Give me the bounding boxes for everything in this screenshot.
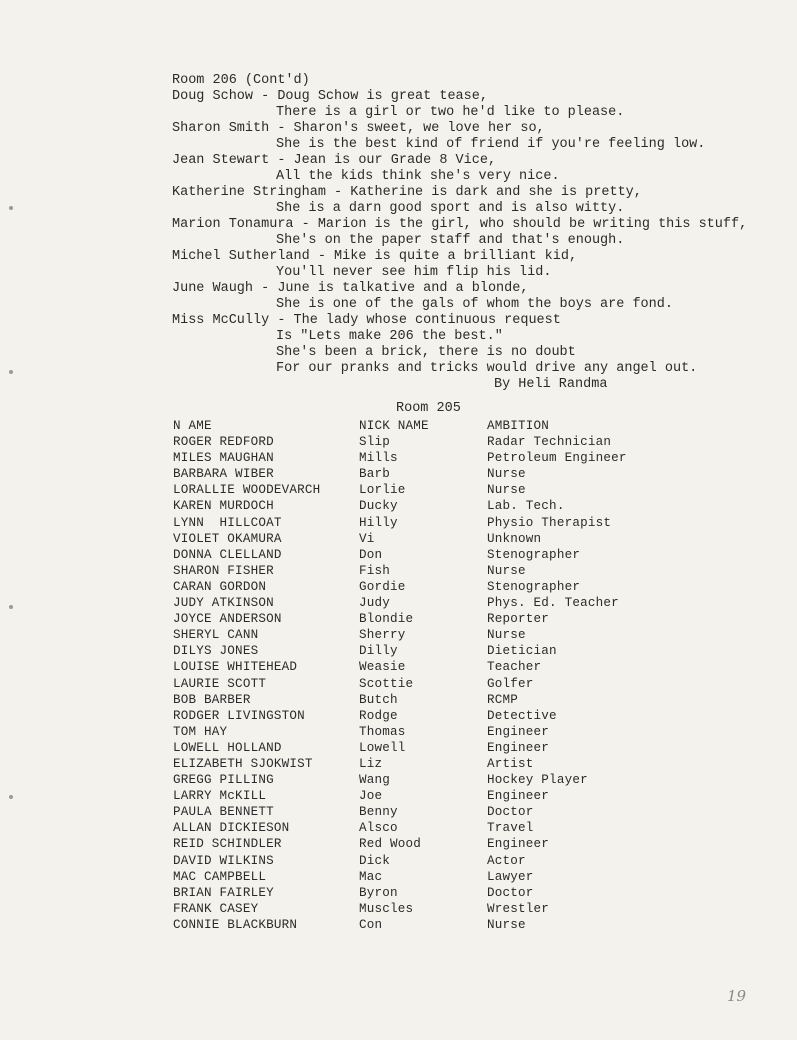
name-cell: LORALLIE WOODEVARCH xyxy=(173,483,321,498)
poem-line: She is one of the gals of whom the boys are fond. xyxy=(276,297,673,312)
name-cell: RODGER LIVINGSTON xyxy=(173,708,305,723)
table-row xyxy=(173,676,733,692)
poem-line: Is "Lets make 206 the best." xyxy=(276,329,503,344)
ambition-cell: Stenographer xyxy=(487,579,581,594)
ambition-cell: Wrestler xyxy=(487,901,550,916)
nickname-cell: Rodge xyxy=(359,708,398,723)
poem-line: She is a darn good sport and is also witty. xyxy=(276,201,625,216)
nickname-cell: Thomas xyxy=(359,724,406,739)
name-cell: DONNA CLELLAND xyxy=(173,547,282,562)
name-cell: LOUISE WHITEHEAD xyxy=(173,660,298,675)
nickname-cell: Fish xyxy=(359,563,391,578)
table-row xyxy=(173,482,733,498)
nickname-cell: Benny xyxy=(359,805,398,820)
poem-line: Doug Schow - Doug Schow is great tease, xyxy=(172,89,488,104)
table-row xyxy=(173,450,733,466)
name-cell: REID SCHINDLER xyxy=(173,837,282,852)
room206-poem xyxy=(172,89,772,393)
name-cell: MILES MAUGHAN xyxy=(173,451,274,466)
poem-line: Marion Tonamura - Marion is the girl, who should be writing this stuff, xyxy=(172,217,748,232)
ambition-cell: Engineer xyxy=(487,724,550,739)
ambition-cell: Stenographer xyxy=(487,547,581,562)
nickname-cell: Vi xyxy=(359,531,375,546)
ambition-cell: Travel xyxy=(487,821,534,836)
name-cell: ELIZABETH SJOKWIST xyxy=(173,756,313,771)
room206-heading: Room 206 (Cont'd) xyxy=(172,73,310,88)
nickname-cell: NICK NAME xyxy=(359,419,429,433)
nickname-cell: Byron xyxy=(359,885,398,900)
nickname-cell: Barb xyxy=(359,467,391,482)
ambition-cell: Doctor xyxy=(487,885,534,900)
nickname-cell: Lorlie xyxy=(359,483,406,498)
table-row xyxy=(173,627,733,643)
table-row xyxy=(173,901,733,917)
name-cell: CONNIE BLACKBURN xyxy=(173,917,298,932)
nickname-cell: Mills xyxy=(359,451,398,466)
table-row xyxy=(173,466,733,482)
ambition-cell: Physio Therapist xyxy=(487,515,612,530)
name-cell: LOWELL HOLLAND xyxy=(173,740,282,755)
name-cell: DILYS JONES xyxy=(173,644,259,659)
ambition-cell: Detective xyxy=(487,708,557,723)
nickname-cell: Don xyxy=(359,547,383,562)
ambition-cell: Engineer xyxy=(487,740,550,755)
table-row xyxy=(173,547,733,563)
nickname-cell: Red Wood xyxy=(359,837,422,852)
table-row xyxy=(173,531,733,547)
name-cell: BOB BARBER xyxy=(173,692,251,707)
poem-line: She is the best kind of friend if you're feeling low. xyxy=(276,137,706,152)
table-row xyxy=(173,515,733,531)
name-cell: ALLAN DICKIESON xyxy=(173,821,290,836)
table-row xyxy=(173,595,733,611)
ambition-cell: Engineer xyxy=(487,837,550,852)
poem-line: June Waugh - June is talkative and a blonde, xyxy=(172,281,529,296)
nickname-cell: Liz xyxy=(359,756,383,771)
ambition-cell: Phys. Ed. Teacher xyxy=(487,596,619,611)
table-row xyxy=(173,692,733,708)
nickname-cell: Ducky xyxy=(359,499,398,514)
ambition-cell: Radar Technician xyxy=(487,435,612,450)
table-row xyxy=(173,836,733,852)
nickname-cell: Butch xyxy=(359,692,398,707)
ambition-cell: Nurse xyxy=(487,467,526,482)
punch-mark xyxy=(9,206,13,210)
name-cell: CARAN GORDON xyxy=(173,579,267,594)
name-cell: PAULA BENNETT xyxy=(173,805,274,820)
name-cell: LARRY McKILL xyxy=(173,789,267,804)
ambition-cell: Hockey Player xyxy=(487,773,588,788)
ambition-cell: Artist xyxy=(487,756,534,771)
nickname-cell: Muscles xyxy=(359,901,414,916)
poem-line: She's been a brick, there is no doubt xyxy=(276,345,576,360)
table-row xyxy=(173,724,733,740)
table-row xyxy=(173,820,733,836)
name-cell: GREGG PILLING xyxy=(173,773,274,788)
ambition-cell: Nurse xyxy=(487,483,526,498)
nickname-cell: Dilly xyxy=(359,644,398,659)
table-row xyxy=(173,498,733,514)
name-cell: LAURIE SCOTT xyxy=(173,676,267,691)
ambition-cell: Nurse xyxy=(487,563,526,578)
ambition-cell: Lab. Tech. xyxy=(487,499,565,514)
table-row xyxy=(173,563,733,579)
name-cell: TOM HAY xyxy=(173,724,228,739)
table-row xyxy=(173,772,733,788)
poem-line: Sharon Smith - Sharon's sweet, we love her so, xyxy=(172,121,545,136)
nickname-cell: Scottie xyxy=(359,676,414,691)
name-cell: FRANK CASEY xyxy=(173,901,259,916)
table-row xyxy=(173,611,733,627)
ambition-cell: Actor xyxy=(487,853,526,868)
nickname-cell: Blondie xyxy=(359,612,414,627)
name-cell: N AME xyxy=(173,419,212,433)
poem-line: Katherine Stringham - Katherine is dark and she is pretty, xyxy=(172,185,642,200)
ambition-cell: Engineer xyxy=(487,789,550,804)
name-cell: SHARON FISHER xyxy=(173,563,274,578)
punch-mark xyxy=(9,795,13,799)
table-row xyxy=(173,869,733,885)
ambition-cell: Doctor xyxy=(487,805,534,820)
poem-line: Michel Sutherland - Mike is quite a brilliant kid, xyxy=(172,249,578,264)
nickname-cell: Joe xyxy=(359,789,383,804)
nickname-cell: Con xyxy=(359,917,383,932)
punch-mark xyxy=(9,605,13,609)
nickname-cell: Slip xyxy=(359,435,391,450)
name-cell: ROGER REDFORD xyxy=(173,435,274,450)
name-cell: BRIAN FAIRLEY xyxy=(173,885,274,900)
table-row xyxy=(173,788,733,804)
ambition-cell: Golfer xyxy=(487,676,534,691)
ambition-cell: Nurse xyxy=(487,628,526,643)
poem-line: There is a girl or two he'd like to please. xyxy=(276,105,625,120)
nickname-cell: Dick xyxy=(359,853,391,868)
ambition-cell: RCMP xyxy=(487,692,519,707)
nickname-cell: Hilly xyxy=(359,515,398,530)
ambition-cell: Teacher xyxy=(487,660,542,675)
table-row xyxy=(173,917,733,933)
nickname-cell: Alsco xyxy=(359,821,398,836)
ambition-cell: Petroleum Engineer xyxy=(487,451,627,466)
ambition-cell: Dietician xyxy=(487,644,557,659)
ambition-cell: Reporter xyxy=(487,612,550,627)
poem-line: All the kids think she's very nice. xyxy=(276,169,560,184)
nickname-cell: Mac xyxy=(359,869,383,884)
name-cell: KAREN MURDOCH xyxy=(173,499,274,514)
table-row xyxy=(173,853,733,869)
table-row xyxy=(173,708,733,724)
name-cell: VIOLET OKAMURA xyxy=(173,531,282,546)
table-row xyxy=(173,659,733,675)
nickname-cell: Sherry xyxy=(359,628,406,643)
table-row xyxy=(173,756,733,772)
name-cell: SHERYL CANN xyxy=(173,628,259,643)
nickname-cell: Judy xyxy=(359,596,391,611)
name-cell: JUDY ATKINSON xyxy=(173,596,274,611)
ambition-cell: Unknown xyxy=(487,531,542,546)
poem-line: Jean Stewart - Jean is our Grade 8 Vice, xyxy=(172,153,497,168)
room205-table xyxy=(173,418,733,933)
table-header-row xyxy=(173,418,733,434)
name-cell: DAVID WILKINS xyxy=(173,853,274,868)
ambition-cell: AMBITION xyxy=(487,419,550,433)
ambition-cell: Nurse xyxy=(487,917,526,932)
table-row xyxy=(173,740,733,756)
room205-title: Room 205 xyxy=(396,401,461,416)
name-cell: LYNN HILLCOAT xyxy=(173,515,282,530)
table-row xyxy=(173,434,733,450)
nickname-cell: Weasie xyxy=(359,660,406,675)
punch-mark xyxy=(9,370,13,374)
table-row xyxy=(173,643,733,659)
poem-line: For our pranks and tricks would drive any angel out. xyxy=(276,361,698,376)
nickname-cell: Lowell xyxy=(359,740,406,755)
table-row xyxy=(173,885,733,901)
poem-line: Miss McCully - The lady whose continuous request xyxy=(172,313,561,328)
ambition-cell: Lawyer xyxy=(487,869,534,884)
name-cell: JOYCE ANDERSON xyxy=(173,612,282,627)
page-number: 19 xyxy=(727,987,747,1005)
nickname-cell: Gordie xyxy=(359,579,406,594)
poem-line: You'll never see him flip his lid. xyxy=(276,265,552,280)
poem-byline: By Heli Randma xyxy=(494,377,608,392)
poem-line: She's on the paper staff and that's enough. xyxy=(276,233,625,248)
name-cell: MAC CAMPBELL xyxy=(173,869,267,884)
table-row xyxy=(173,579,733,595)
name-cell: BARBARA WIBER xyxy=(173,467,274,482)
nickname-cell: Wang xyxy=(359,773,391,788)
table-row xyxy=(173,804,733,820)
